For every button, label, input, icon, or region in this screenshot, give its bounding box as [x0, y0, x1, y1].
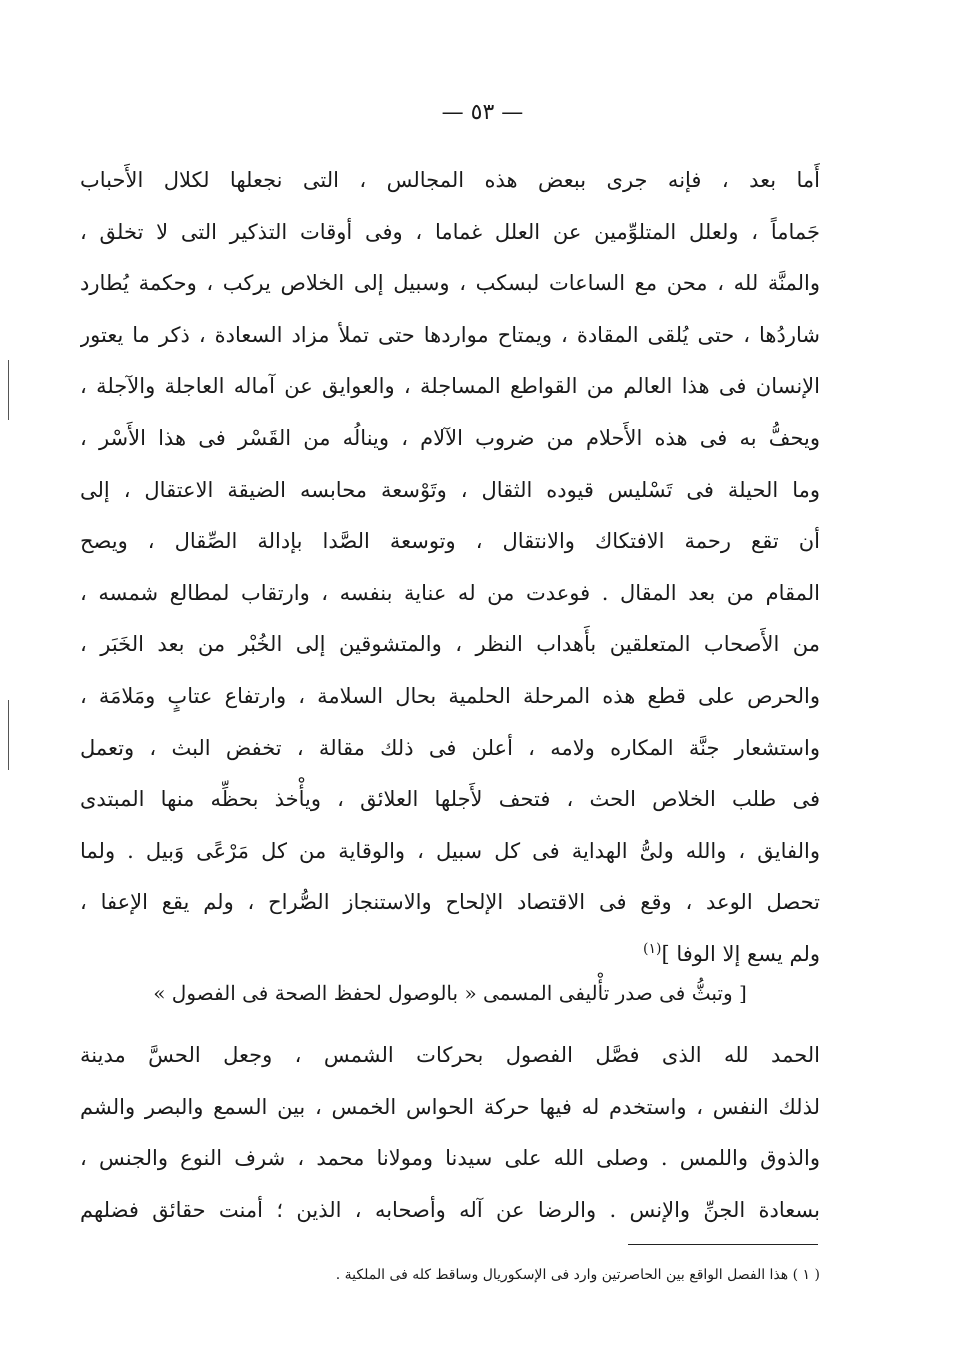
footnote-divider — [628, 1244, 818, 1245]
text-line: والحرص على قطع هذه المرحلة الحلمية بحال السلامة ، وارتفاع عتابٍ ومَلامَة ، — [80, 683, 820, 708]
text-line: المقام من بعد المقال . فوعدت من له عناية بنفسه ، وارتقاب لمطالع شمسه ، — [80, 580, 820, 605]
text-line: من الأَصحاب المتعلقين بأَهداب النظر ، والمتشوقين إلى الخُبْر من بعد الخَبَر ، — [80, 632, 820, 657]
text-line: والفايق ، والله ولىُّ الهداية فى كل سبيل ، والوقاية من كل مَرْعًى وَبيل . ولما — [80, 838, 820, 863]
main-paragraph — [80, 155, 820, 981]
text-line: تحصل الوعد ، وقع فى الاقتصاد الإلحاح والاستنجاز الصُّراح ، ولم يقع الإعفا ، — [80, 890, 820, 915]
last-line-text: ولم يسع إلا الوفا ] — [661, 941, 820, 966]
text-line: فى طلب الخلاص الحث ، فتحف لأَجلها العلائق ، ويأْخذ بحظِّه منها المبتدى — [80, 787, 820, 812]
section-heading: [ وتبثُّ فى صدر تأْليفى المسمى « بالوصول لحفظ الصحة فى الفصول » — [153, 981, 747, 1005]
text-line: والذوق واللمس . وصلى الله على سيدنا ومولانا محمد ، شرف النوع والجنس ، — [80, 1146, 820, 1171]
text-line: ويحفُّ به فى هذه الأَحلام من ضروب الآلام ، وينالُه من القَسْر فى هذا الأَسْر ، — [80, 425, 820, 450]
scan-artifact-line — [8, 360, 9, 420]
scan-artifact-line — [8, 700, 9, 770]
text-line: أَما بعد ، فإنه جرى ببعض هذه المجالس ، التى نجعلها لكلال الأَحباب — [80, 168, 820, 192]
footnote: ( ١ ) هذا الفصل الواقع بين الحاصرتين وارد فى الإسكوريال وساقط كله فى الملكية . — [335, 1267, 820, 1283]
text-line: الحمد لله الذى فصَّل الفصول بحركات الشمس ، وجعل الحسَّ مدينة — [80, 1043, 820, 1067]
text-line: والمنَّة لله ، محن مع الساعات لبسكب ، وسبيل إلى الخلاص يركب ، وحكمة يُطارد — [80, 271, 820, 296]
text-line: أن تقع رحمة الافتكاك والانتقال ، وتوسعة الصَّدا بإدالة الصِّقال ، ويصح — [80, 529, 820, 554]
text-line: بسعادة الجنِّ والإنس . والرضا عن آله وأصحابه ، الذين ؛ أمنت حقائق فضلهم — [80, 1197, 820, 1222]
text-line: وما الحيلة فى تَسْليس قيوده الثقال ، وتَوْسعة محابسه الضيقة الاعتقال ، إلى — [80, 477, 820, 502]
footnote-reference[interactable]: (١) — [643, 940, 662, 957]
text-line: جَماماً ، ولعلل المتلوِّمين عن العلل غماما ، وفى أوقات التذكير التى لا تخلق ، — [80, 219, 820, 244]
text-line: واستشعار جنَّة المكاره ولامه ، أعلن فى ذلك مقالة ، تخفض البث ، وتعمل — [80, 735, 820, 760]
text-line: لذلك النفس ، واستخدم له فيها حركة الحواس الخمس ، بين السمع والبصر والشم — [80, 1094, 820, 1119]
text-line: الإنسان فى هذا العالم من القواطع المساجلة ، والعوايق عن آماله العاجلة والآجلة ، — [80, 374, 820, 399]
second-paragraph — [80, 1030, 820, 1236]
text-line: شاردُها ، حتى يُلقى المقادة ، ويمتاح مواردها حتى تملأ مزاد السعادة ، ذكر ما يعتور — [80, 322, 820, 347]
page-number: — ٥٣ — — [441, 100, 524, 125]
